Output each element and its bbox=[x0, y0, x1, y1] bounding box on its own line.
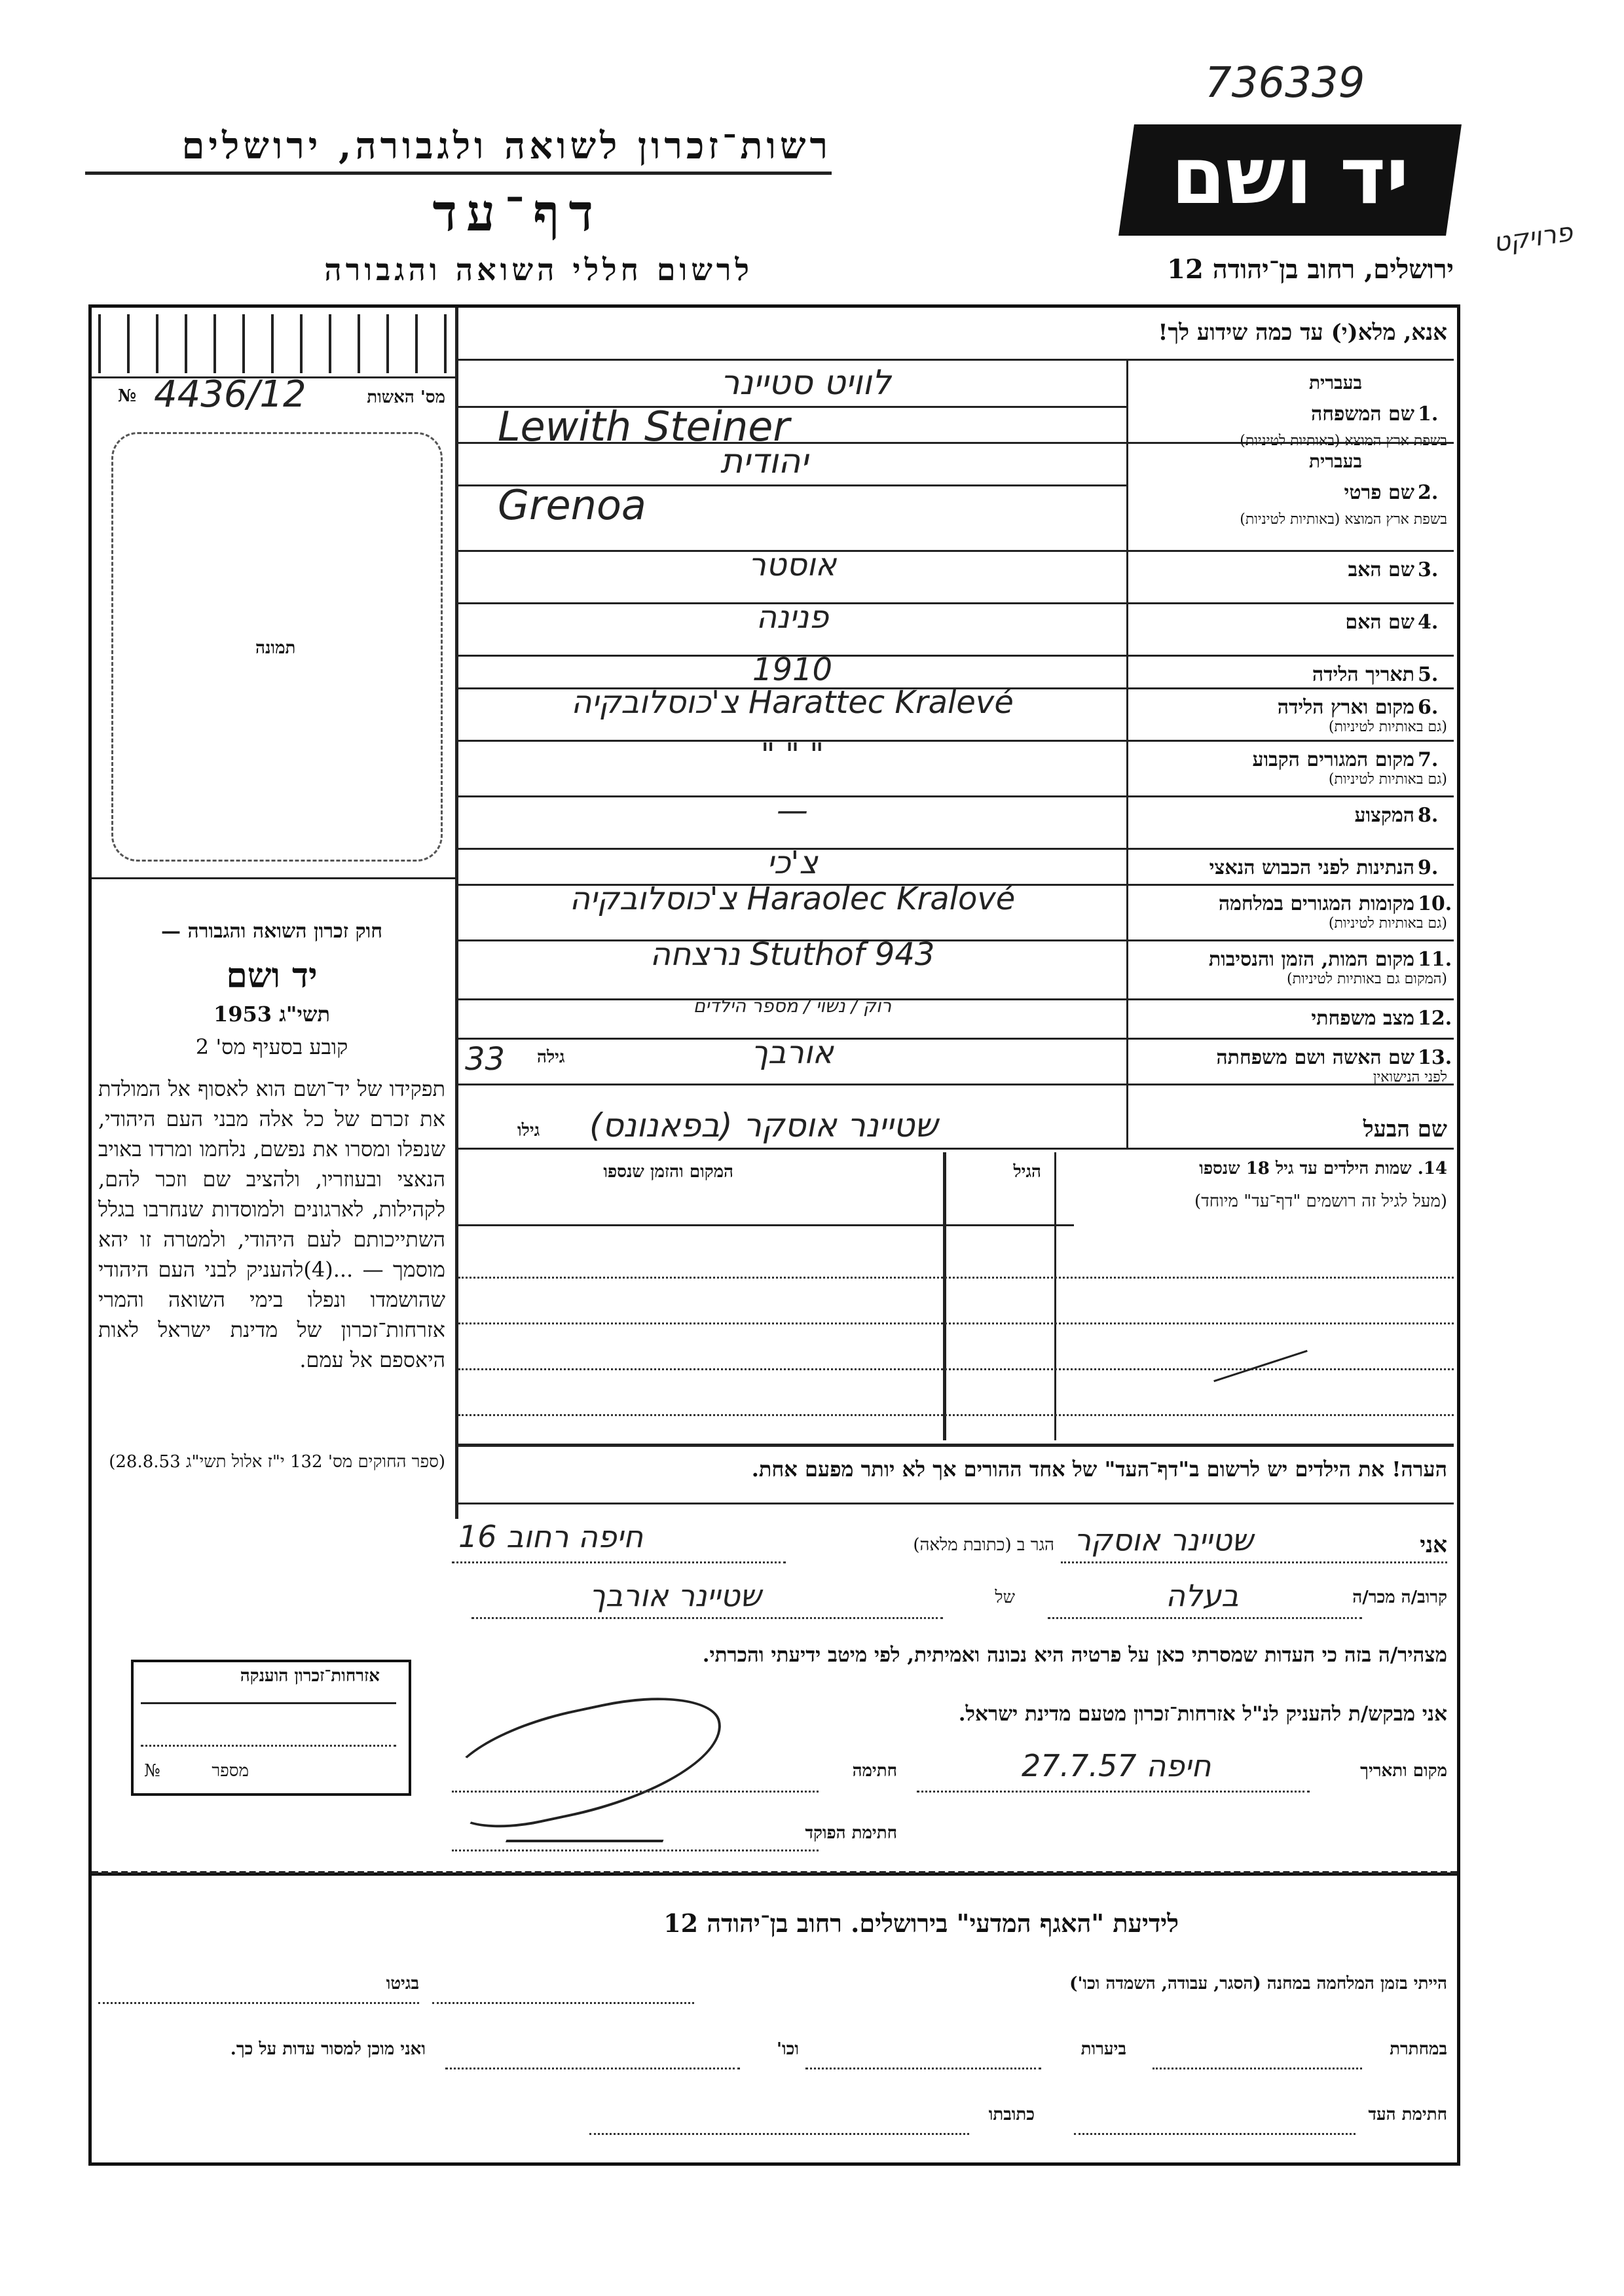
field-label: מצב משפחתי bbox=[1311, 1007, 1414, 1030]
field-number: 3. bbox=[1418, 558, 1439, 581]
file-number-suffix: № bbox=[118, 386, 137, 406]
decl-line3: מצהיר/ה בזה כי העדות שמסרתי כאן על פרטיה היא נכונה ואמיתית, לפי מיטב ידיעתי והכרתי. bbox=[702, 1643, 1447, 1667]
field-value[interactable]: אוסטר bbox=[748, 547, 837, 583]
field-sublabel: בשפת ארץ המוצא (באותיות לטיניות) bbox=[1240, 511, 1447, 528]
field-label: מקומות המגורים במלחמה bbox=[1218, 892, 1414, 915]
place-date-label: מקום ותאריך bbox=[1360, 1761, 1447, 1781]
footer-line2-b: ביערות bbox=[1080, 2039, 1126, 2059]
field-number: 10. bbox=[1418, 892, 1452, 915]
form-subtitle: לרשום חללי השואה והגבורה bbox=[324, 252, 753, 287]
husband-label: שם הבעל bbox=[1363, 1116, 1447, 1142]
field-number: 13. bbox=[1418, 1046, 1452, 1069]
footer-line3-b: כתובתו bbox=[988, 2105, 1035, 2124]
children-col-age: הגיל bbox=[1013, 1162, 1041, 1182]
field-value[interactable]: Harattec Kralevé צ'כוסלובקיה bbox=[571, 684, 1014, 721]
field-sublabel: בשפת ארץ המוצא (באותיות לטיניות) bbox=[1240, 433, 1447, 449]
field-value[interactable]: " " " bbox=[760, 737, 824, 773]
field-value-hebrew[interactable]: לוויט סטיינר bbox=[720, 363, 891, 403]
footer-line2-d: ואני מוכן למסור עדות על כך. bbox=[230, 2039, 426, 2059]
law-name: יד ושם bbox=[226, 956, 318, 996]
field-label: מקום המות, הזמן והנסיבות bbox=[1208, 948, 1414, 971]
decl-relation[interactable]: בעלה bbox=[1166, 1578, 1239, 1613]
children-heading: 14. שמות הילדים עד גיל 18 שנספו bbox=[1199, 1159, 1447, 1178]
field-label: תאריך הלידה bbox=[1312, 663, 1414, 686]
husband-age-label: גילו bbox=[517, 1121, 540, 1140]
field-number: 9. bbox=[1418, 856, 1439, 879]
field-label: שם האם bbox=[1345, 611, 1414, 634]
address: ירושלים, רחוב בן־יהודה 12 bbox=[1167, 254, 1454, 285]
place-date-value[interactable]: חיפה 27.7.57 bbox=[1022, 1748, 1211, 1783]
field-divider bbox=[458, 1084, 1454, 1085]
field-hebrew-tag: בעברית bbox=[1308, 372, 1362, 393]
field-label: שם פרטי bbox=[1344, 481, 1414, 504]
decl-address[interactable]: חיפה רחוב 16 bbox=[458, 1519, 644, 1554]
law-source: (ספר החוקים מס' 132 י"ז אלול תשי"ג 28.8.53) bbox=[109, 1452, 445, 1472]
field-number: 2. bbox=[1418, 481, 1439, 504]
officer-label: חתימת הפוקד bbox=[805, 1823, 897, 1843]
officer-signature[interactable] bbox=[506, 1813, 673, 1842]
law-clause: קובע בסעיף מס' 2 bbox=[195, 1034, 348, 1059]
children-heading-sub: (מעל לגיל זה רושמים "דף־עד" מיוחד) bbox=[1194, 1192, 1447, 1211]
intro-text: אנא, מלא(י) עד כמה שידוע לך! bbox=[1158, 319, 1447, 346]
law-text: תפקידו של יד־ושם הוא לאסוף אל המולדת את זכרם של כל אלה מבני העם היהודי, שנפלו ומסרו את נפשם, נלחמו ומרדו באויב הנאצי ובעוזריו, ולהציב שם וזכר להם, לקהילות, לארגונים ולמוסדות שנחרבו בגלל השתייכותם לעם היהודי, ולמטרה זו יהא מוסמך — ...(4)להעניק לבני העם היהודי שהושמדו ונפלו בימי השואה והמרי אזרחות־זכרון של מדינת ישראל לאות היאספם אל עמם. bbox=[98, 1076, 446, 1372]
field-value[interactable]: Haraolec Kralové צ'כוסלובקיה bbox=[569, 881, 1016, 917]
field-number: 11. bbox=[1418, 948, 1452, 971]
field-label: מקום המגורים הקבוע bbox=[1252, 748, 1414, 771]
decl-prefix: אני bbox=[1420, 1532, 1447, 1558]
field-age-label: גילה bbox=[537, 1048, 565, 1067]
citizenship-number-label: מספר bbox=[212, 1761, 249, 1781]
logo-text: יד ושם bbox=[1171, 131, 1409, 222]
file-number-value: 4436/12 bbox=[154, 373, 306, 416]
form-title: דף־עד bbox=[432, 183, 602, 243]
footer-line2-c: וכו' bbox=[777, 2039, 799, 2059]
field-number: 12. bbox=[1418, 1007, 1452, 1030]
citizenship-suffix: № bbox=[144, 1761, 160, 1781]
field-hebrew-tag: בעברית bbox=[1308, 450, 1362, 472]
tick-marks bbox=[98, 314, 452, 373]
decl-line4: אני מבקש/ת להעניק לנ"ל אזרחות־זכרון מטעם מדינת ישראל. bbox=[958, 1702, 1447, 1726]
footer-line3-a: חתימת העד bbox=[1368, 2105, 1447, 2124]
decl-mid: הגר ב (כתובת מלאה) bbox=[913, 1535, 1054, 1555]
field-sublabel: לפני הנישואין bbox=[1373, 1069, 1447, 1085]
footer-title: לידיעת "האגף המדעי" בירושלים. רחוב בן־יהודה 12 bbox=[663, 1908, 1179, 1938]
field-sublabel: (גם באותיות לטיניות) bbox=[1328, 719, 1447, 735]
children-col-place: המקום והזמן שנספו bbox=[603, 1162, 733, 1182]
field-label: מקום וארץ הלידה bbox=[1277, 696, 1414, 719]
citizenship-title: אזרחות־זכרון הוענקה bbox=[240, 1666, 380, 1686]
field-value[interactable]: Stuthof 943 נרצחה bbox=[650, 936, 935, 973]
field-number: 7. bbox=[1418, 748, 1439, 771]
authority-line: רשות־זכרון לשואה ולגבורה, ירושלים bbox=[181, 124, 832, 168]
field-sublabel: (המקום גם באותיות לטיניות) bbox=[1287, 971, 1447, 987]
footer-line1-start: הייתי בזמן המלחמה במחנה (הסגר, עבודה, השמדה וכו') bbox=[1069, 1974, 1447, 1994]
file-number-label: מס' האשות bbox=[367, 388, 445, 407]
decl-name[interactable]: שטיינר אוסקר bbox=[1074, 1522, 1253, 1558]
archive-number: 736339 bbox=[1205, 59, 1365, 107]
signature-label: חתימה bbox=[852, 1761, 897, 1781]
field-value-hebrew[interactable]: יהודית bbox=[720, 442, 808, 481]
field-sublabel: (גם באותיות לטיניות) bbox=[1328, 915, 1447, 932]
field-age-value[interactable]: 33 bbox=[465, 1041, 506, 1078]
footer-frame bbox=[88, 1871, 1460, 2166]
field-value[interactable]: 1910 bbox=[752, 651, 833, 688]
field-label: שם המשפחה bbox=[1310, 403, 1414, 426]
margin-note: פרויקט bbox=[1491, 217, 1575, 259]
field-value[interactable]: פנינה bbox=[756, 599, 829, 636]
footer-line1-end: בגיטו bbox=[386, 1974, 419, 1994]
note-text: הערה! את הילדים יש לרשום ב"דף־העד" של אחד ההורים אך לא יותר מפעם אחת. bbox=[751, 1457, 1447, 1482]
field-number: 6. bbox=[1418, 696, 1439, 719]
field-label: שם האב bbox=[1348, 558, 1414, 581]
footer-line2-a: במחתרת bbox=[1390, 2039, 1447, 2059]
field-value[interactable]: צ'כי bbox=[767, 845, 818, 881]
field-value[interactable]: רוק / נשוי / מספר הילדים bbox=[693, 995, 892, 1017]
field-value-latin[interactable]: Lewith Steiner bbox=[498, 403, 790, 450]
field-sublabel: (גם באותיות לטיניות) bbox=[1328, 771, 1447, 788]
field-label: שם האשה ושם משפחתה bbox=[1216, 1046, 1414, 1069]
field-number: 5. bbox=[1418, 663, 1439, 686]
field-value[interactable]: אורבך bbox=[751, 1034, 834, 1071]
field-value-latin[interactable]: Grenoa bbox=[498, 481, 646, 529]
decl-relative-name[interactable]: שטיינר אורבך bbox=[589, 1578, 762, 1613]
husband-value[interactable]: שטיינר אוסקר (בפאנונס) bbox=[589, 1106, 938, 1144]
field-label: הנתינות לפני הכבוש הנאצי bbox=[1209, 856, 1414, 879]
field-number: 4. bbox=[1418, 611, 1439, 634]
law-year: תשי"ג 1953 bbox=[213, 1002, 330, 1027]
field-number: 8. bbox=[1418, 804, 1439, 827]
field-number: 1. bbox=[1418, 403, 1439, 426]
field-value[interactable]: — bbox=[777, 792, 808, 829]
law-heading: חוק זכרון השואה והגבורה — bbox=[161, 920, 382, 943]
field-label: המקצוע bbox=[1354, 804, 1414, 827]
decl-relation-label: קרוב/ה מכר/ה bbox=[1352, 1588, 1447, 1607]
photo-label: תמונה bbox=[255, 638, 296, 658]
decl-of: של bbox=[995, 1588, 1015, 1607]
